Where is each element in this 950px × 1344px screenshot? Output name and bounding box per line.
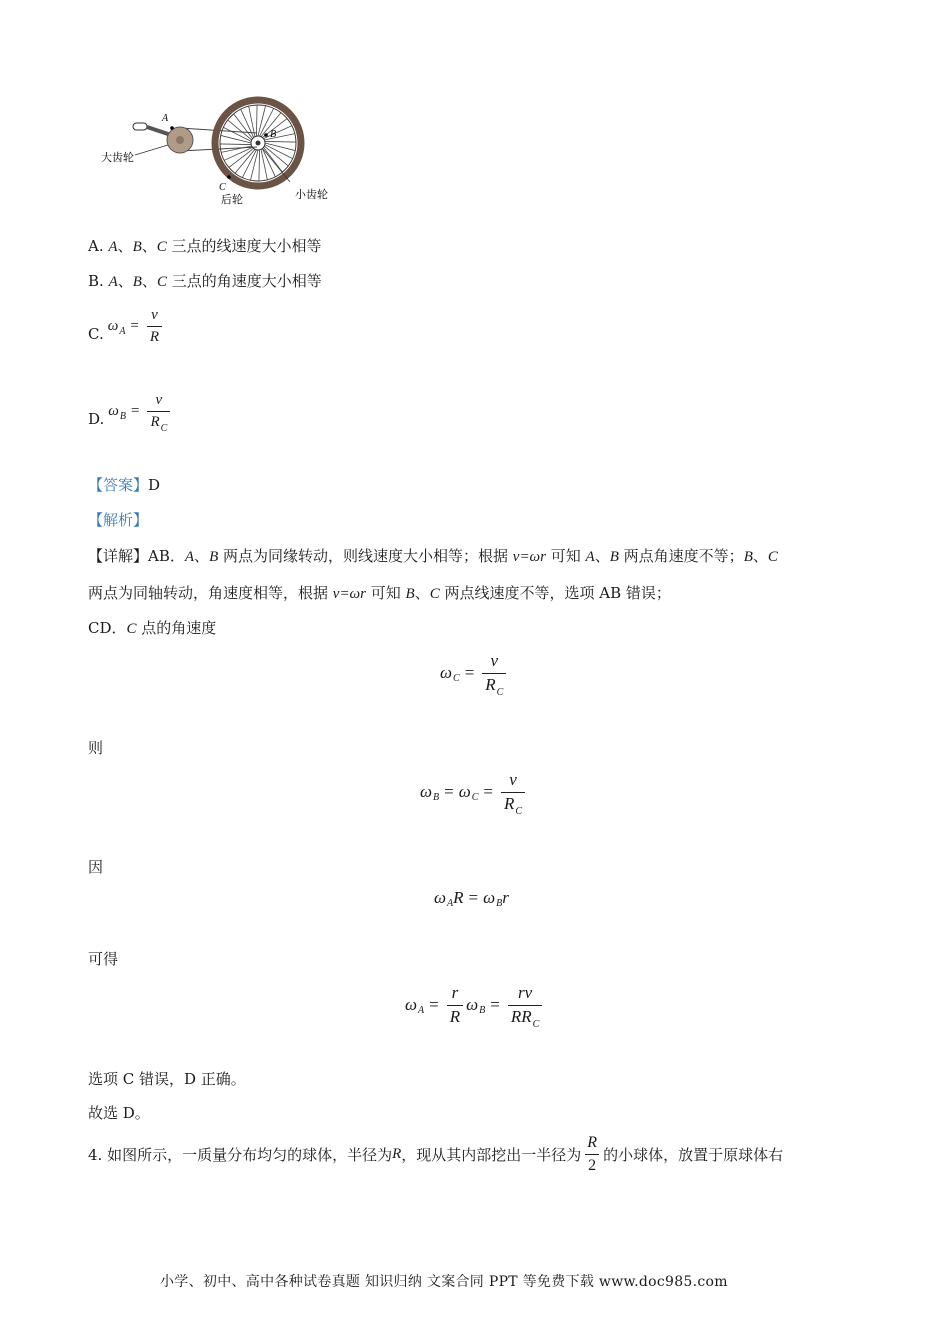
equals-sign: =	[464, 663, 475, 683]
axle-shape	[256, 141, 261, 146]
question-4-mid: ，现从其内部挖出一半径为	[401, 1145, 582, 1164]
leader-big-gear-shape	[135, 145, 168, 155]
text-segment: 两点为同轴转动，角速度相等，根据	[88, 584, 333, 602]
text-segment: 可知	[366, 584, 406, 602]
option-b-sep1: 、	[117, 272, 133, 290]
option-a-prefix: A.	[88, 237, 109, 255]
subscript: A	[447, 897, 454, 909]
numerator: r	[451, 983, 459, 1002]
denominator	[482, 673, 506, 698]
text-segment: 可知	[546, 547, 586, 565]
spoke-shape	[229, 148, 254, 167]
denominator-var: R	[504, 793, 515, 813]
pedal-shape	[133, 123, 147, 130]
text-segment: B	[209, 549, 219, 565]
denominator-subscript: C	[160, 422, 168, 434]
word-kede: 可得	[88, 950, 119, 968]
option-c-prefix: C.	[88, 325, 104, 343]
point-A-marker	[170, 126, 174, 130]
spoke-shape	[263, 147, 282, 172]
detail-tag: 【详解】	[88, 547, 149, 565]
text-segment: v=ωr	[512, 549, 546, 565]
point-C-marker	[227, 175, 231, 179]
text-segment: A	[585, 549, 595, 565]
detail-line-3	[88, 617, 216, 638]
omega-symbol: ω	[458, 782, 471, 802]
text-segment: 两点角速度不等；	[618, 547, 744, 565]
subscript: B	[119, 410, 126, 422]
fraction	[147, 392, 170, 434]
spoke-shape	[256, 105, 257, 136]
detail-line-3-prefix: CD．	[88, 619, 127, 637]
option-a-var-c: C	[156, 239, 167, 255]
text-segment: v=ωr	[332, 586, 366, 602]
option-b-var-c: C	[156, 274, 167, 290]
answer-value: D	[148, 476, 161, 494]
label-A: A	[162, 113, 169, 124]
numerator: v	[490, 651, 499, 670]
label-C: C	[219, 182, 226, 193]
spoke-shape	[235, 149, 255, 173]
analysis-line	[88, 509, 148, 530]
text-segment: C	[429, 586, 440, 602]
denominator	[147, 411, 170, 434]
spoke-shape	[228, 120, 252, 140]
equation-1	[440, 651, 509, 698]
equation-3	[434, 888, 509, 908]
equation-4	[405, 983, 545, 1030]
detail-line-1-text	[148, 547, 778, 565]
label-B: B	[270, 129, 277, 140]
text-segment: A	[184, 549, 195, 565]
bicycle-figure	[95, 95, 328, 213]
numerator: v	[155, 392, 163, 408]
analysis-tag: 【解析】	[88, 511, 149, 529]
radius-big: R	[453, 888, 464, 907]
question-4-fraction	[584, 1134, 600, 1174]
text-segment: 两点为同缘转动，则线速度大小相等；根据	[218, 547, 513, 565]
conclusion-1: 选项 C 错误，D 正确。	[88, 1070, 246, 1088]
conclusion-2: 故选 D。	[88, 1104, 150, 1122]
text-segment: B	[405, 586, 415, 602]
fraction-2	[508, 983, 542, 1030]
equals-sign: =	[130, 317, 139, 334]
option-d	[88, 392, 173, 434]
subscript: C	[453, 672, 460, 684]
bicycle-diagram	[95, 95, 328, 213]
subscript: B	[479, 1004, 486, 1016]
denominator-subscript: C	[532, 1018, 540, 1030]
text-segment: 两点线速度不等，选项 AB 错误；	[439, 584, 671, 602]
big-gear-hub-shape	[176, 136, 184, 144]
numerator: rv	[517, 983, 533, 1002]
equals-sign: =	[483, 782, 493, 802]
detail-line-1	[88, 545, 778, 566]
option-a-var-b: B	[132, 239, 142, 255]
denominator: R	[447, 1005, 463, 1027]
point-B-marker	[264, 133, 268, 137]
subscript: B	[496, 897, 503, 909]
label-rear-wheel: 后轮	[221, 193, 243, 206]
word-ze: 则	[88, 739, 104, 757]
omega-symbol: ω	[440, 663, 453, 683]
detail-line-3-text: 点的角速度	[136, 619, 217, 637]
denominator-subscript: C	[515, 805, 523, 817]
fraction	[501, 770, 525, 817]
numerator: R	[587, 1134, 598, 1151]
subscript: B	[433, 791, 440, 803]
text-segment: C	[767, 549, 778, 565]
spoke-shape	[263, 126, 291, 139]
spoke-shape	[224, 147, 252, 160]
spoke-shape	[234, 114, 253, 139]
option-b-text: 三点的角速度大小相等	[166, 272, 322, 290]
omega-symbol: ω	[434, 888, 447, 907]
label-small-gear: 小齿轮	[295, 188, 328, 201]
equals-sign: =	[130, 402, 140, 419]
question-4	[88, 1134, 783, 1174]
page-footer: 小学、初中、高中各种试卷真题 知识归纳 文案合同 PPT 等免费下载 www.doc985.com	[160, 1274, 728, 1290]
denominator	[508, 1005, 542, 1030]
option-b-var-a: A	[108, 274, 118, 290]
spoke-shape	[259, 150, 260, 181]
spoke-shape	[265, 141, 296, 142]
option-a	[88, 235, 322, 256]
subscript: A	[119, 325, 126, 337]
denominator-subscript: C	[496, 686, 504, 698]
answer-tag: 【答案】	[88, 476, 149, 494]
question-4-prefix: 4. 如图所示，一质量分布均匀的球体，半径为	[88, 1145, 393, 1164]
spoke-shape	[264, 134, 295, 140]
text-segment: B	[743, 549, 753, 565]
equals-sign: =	[490, 995, 500, 1015]
text-segment: 、	[414, 584, 430, 602]
denominator: R	[147, 326, 162, 346]
question-4-suffix: 的小球体，放置于原球体右	[603, 1145, 784, 1164]
option-a-text: 三点的线速度大小相等	[166, 237, 322, 255]
fraction-1	[447, 984, 463, 1026]
spoke-shape	[264, 146, 288, 166]
option-a-sep1: 、	[117, 237, 133, 255]
spoke-shape	[261, 149, 267, 180]
text-segment: AB．	[148, 547, 185, 565]
omega-symbol: ω	[466, 995, 479, 1015]
denominator	[501, 792, 525, 817]
numerator: v	[509, 770, 517, 789]
word-yin: 因	[88, 858, 104, 876]
denominator-var: R	[485, 674, 496, 694]
option-a-sep2: 、	[141, 237, 157, 255]
spoke-shape	[241, 109, 254, 137]
option-c	[88, 307, 165, 345]
fraction	[482, 651, 506, 698]
detail-line-3-var-c: C	[126, 621, 137, 637]
radius-small: r	[502, 888, 509, 907]
equals-sign: =	[444, 782, 454, 802]
equation-2	[420, 770, 528, 817]
text-segment: 、	[752, 547, 768, 565]
subscript: C	[471, 791, 479, 803]
text-segment: 、	[194, 547, 210, 565]
subscript: A	[418, 1004, 425, 1016]
denominator-var: R	[150, 413, 160, 430]
omega-symbol: ω	[483, 888, 496, 907]
omega-symbol: ω	[405, 995, 418, 1015]
denominator: 2	[585, 1154, 599, 1175]
option-a-var-a: A	[108, 239, 118, 255]
option-d-formula	[108, 392, 173, 434]
omega-symbol: ω	[107, 317, 119, 334]
option-b	[88, 270, 322, 291]
detail-line-2	[88, 582, 671, 603]
option-c-formula	[108, 307, 165, 345]
numerator: v	[151, 307, 158, 323]
text-segment: 、	[594, 547, 610, 565]
text-segment: B	[609, 549, 619, 565]
equals-sign: =	[468, 888, 479, 907]
spoke-shape	[262, 148, 275, 176]
label-big-gear: 大齿轮	[101, 151, 134, 164]
fraction	[147, 307, 162, 345]
denominator-var: RR	[510, 1006, 532, 1026]
spoke-shape	[220, 144, 251, 145]
option-d-prefix: D.	[88, 410, 105, 428]
option-b-var-b: B	[132, 274, 142, 290]
option-b-prefix: B.	[88, 272, 109, 290]
omega-symbol: ω	[420, 782, 433, 802]
answer-line	[88, 474, 160, 495]
question-4-var-r: R	[392, 1145, 402, 1162]
spoke-shape	[221, 146, 252, 152]
equals-sign: =	[429, 995, 439, 1015]
omega-symbol: ω	[108, 402, 119, 419]
option-b-sep2: 、	[141, 272, 157, 290]
